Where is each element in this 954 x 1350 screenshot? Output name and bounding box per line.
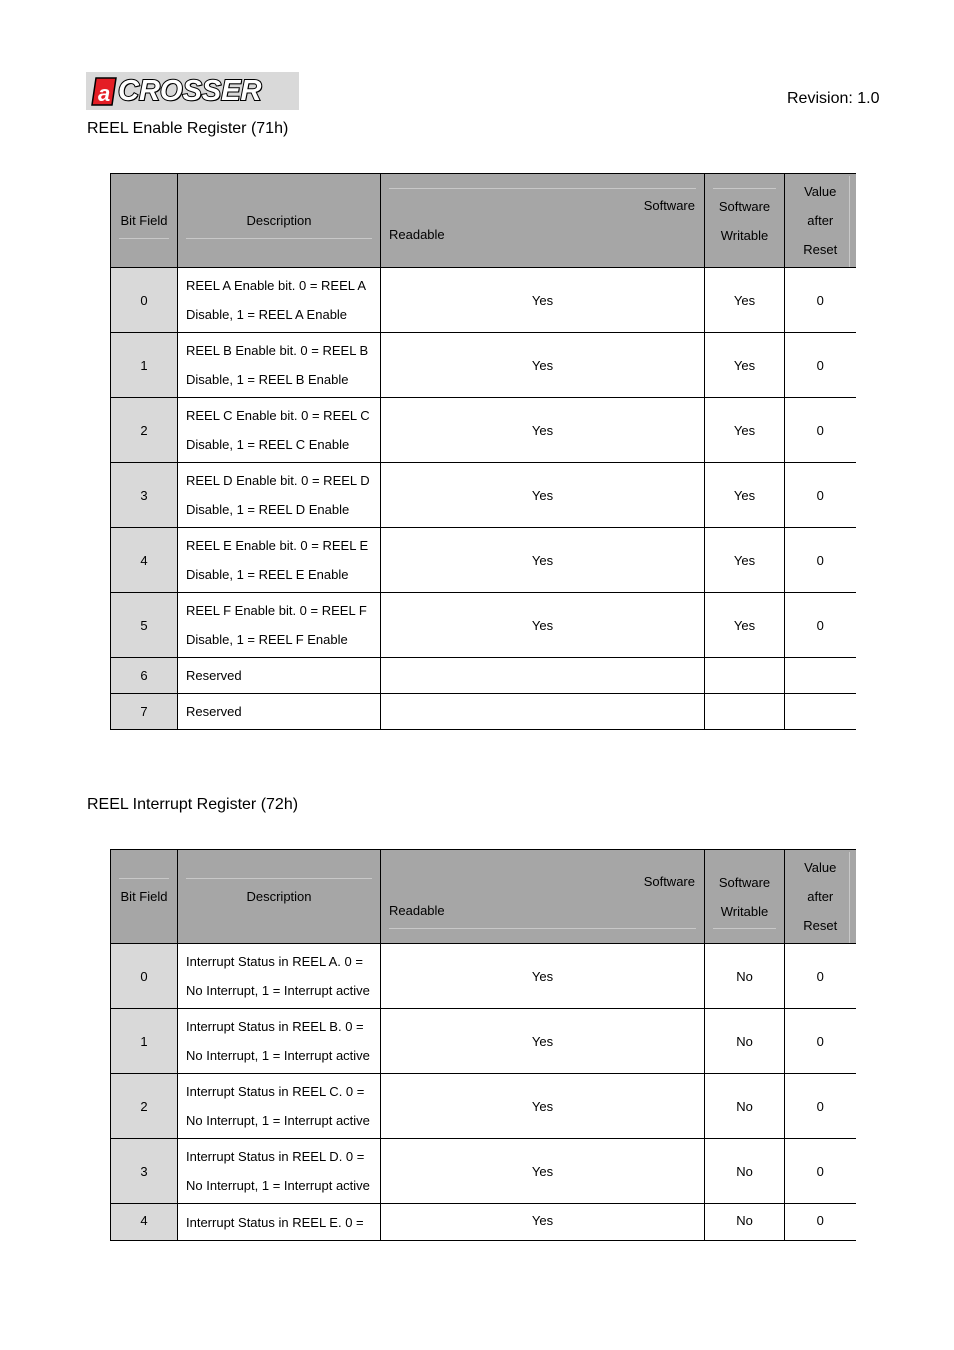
- logo-text: CROSSER: [118, 75, 262, 107]
- writable-cell: [705, 658, 785, 694]
- reset-value-cell: 0: [785, 1204, 856, 1241]
- table-row: [111, 658, 856, 694]
- writable-cell: Yes: [705, 398, 785, 463]
- column-header-software-readable: Software Readable: [381, 850, 705, 944]
- column-header-software-readable: Software Readable: [381, 174, 705, 268]
- description-cell: REEL F Enable bit. 0 = REEL F Disable, 1 = REEL F Enable: [178, 593, 381, 658]
- readable-cell: Yes: [381, 944, 705, 1009]
- table-row: [111, 593, 856, 658]
- bit-cell: 4: [111, 1204, 178, 1241]
- column-header-bit-field: Bit Field: [111, 850, 178, 944]
- svg-text:a: a: [98, 81, 111, 106]
- reset-value-cell: [785, 658, 856, 694]
- table-row: [111, 268, 856, 333]
- writable-cell: Yes: [705, 463, 785, 528]
- writable-cell: No: [705, 1074, 785, 1139]
- description-cell: REEL D Enable bit. 0 = REEL D Disable, 1 = REEL D Enable: [178, 463, 381, 528]
- bit-cell: 3: [111, 1139, 178, 1204]
- bit-cell: 2: [111, 1074, 178, 1139]
- table-row: [111, 333, 856, 398]
- reset-value-cell: 0: [785, 593, 856, 658]
- reset-value-cell: 0: [785, 1009, 856, 1074]
- bit-cell: 4: [111, 528, 178, 593]
- column-header-value-after-reset: Value after Reset: [785, 850, 856, 944]
- company-logo: [86, 72, 299, 110]
- table-row: [111, 1139, 856, 1204]
- bit-cell: 1: [111, 1009, 178, 1074]
- description-cell: REEL E Enable bit. 0 = REEL E Disable, 1 = REEL E Enable: [178, 528, 381, 593]
- writable-cell: No: [705, 944, 785, 1009]
- table-row: [111, 694, 856, 730]
- interrupt-register-table: [110, 849, 856, 1241]
- column-header-software-writable: Software Writable: [705, 850, 785, 944]
- section-title-enable-register: REEL Enable Register (71h): [87, 120, 289, 137]
- revision-label: Revision: 1.0: [787, 90, 880, 107]
- description-cell: REEL B Enable bit. 0 = REEL B Disable, 1 = REEL B Enable: [178, 333, 381, 398]
- writable-cell: Yes: [705, 593, 785, 658]
- bit-cell: 5: [111, 593, 178, 658]
- description-cell: Reserved: [178, 694, 381, 730]
- table-row: [111, 463, 856, 528]
- column-header-value-after-reset: Value after Reset: [785, 174, 856, 268]
- readable-cell: Yes: [381, 268, 705, 333]
- bit-cell: 7: [111, 694, 178, 730]
- readable-cell: [381, 658, 705, 694]
- section-title-interrupt-register: REEL Interrupt Register (72h): [87, 796, 299, 813]
- readable-cell: Yes: [381, 593, 705, 658]
- description-cell: Reserved: [178, 658, 381, 694]
- readable-cell: Yes: [381, 1074, 705, 1139]
- bit-cell: 6: [111, 658, 178, 694]
- readable-cell: Yes: [381, 333, 705, 398]
- description-cell: REEL A Enable bit. 0 = REEL A Disable, 1 = REEL A Enable: [178, 268, 381, 333]
- logo-a-mark-icon: [90, 76, 118, 107]
- reset-value-cell: 0: [785, 944, 856, 1009]
- table-row: [111, 528, 856, 593]
- table-row: [111, 1204, 856, 1241]
- reset-value-cell: 0: [785, 1139, 856, 1204]
- reset-value-cell: 0: [785, 333, 856, 398]
- readable-cell: Yes: [381, 398, 705, 463]
- bit-cell: 0: [111, 944, 178, 1009]
- reset-value-cell: [785, 694, 856, 730]
- table-row: [111, 944, 856, 1009]
- readable-cell: Yes: [381, 463, 705, 528]
- readable-cell: Yes: [381, 1204, 705, 1241]
- readable-cell: Yes: [381, 528, 705, 593]
- description-cell: Interrupt Status in REEL D. 0 = No Interrupt, 1 = Interrupt active: [178, 1139, 381, 1204]
- description-cell: Interrupt Status in REEL B. 0 = No Interrupt, 1 = Interrupt active: [178, 1009, 381, 1074]
- enable-register-table: [110, 173, 856, 730]
- bit-cell: 1: [111, 333, 178, 398]
- table-row: [111, 1074, 856, 1139]
- writable-cell: No: [705, 1139, 785, 1204]
- readable-cell: Yes: [381, 1009, 705, 1074]
- readable-cell: [381, 694, 705, 730]
- reset-value-cell: 0: [785, 1074, 856, 1139]
- reset-value-cell: 0: [785, 528, 856, 593]
- column-header-description: Description: [178, 174, 381, 268]
- bit-cell: 3: [111, 463, 178, 528]
- reset-value-cell: 0: [785, 463, 856, 528]
- writable-cell: Yes: [705, 333, 785, 398]
- table-header-row: [111, 850, 856, 944]
- writable-cell: Yes: [705, 268, 785, 333]
- description-cell: REEL C Enable bit. 0 = REEL C Disable, 1 = REEL C Enable: [178, 398, 381, 463]
- column-header-bit-field: Bit Field: [111, 174, 178, 268]
- reset-value-cell: 0: [785, 268, 856, 333]
- table-row: [111, 398, 856, 463]
- description-cell: Interrupt Status in REEL C. 0 = No Interrupt, 1 = Interrupt active: [178, 1074, 381, 1139]
- table-row: [111, 1009, 856, 1074]
- column-header-description: Description: [178, 850, 381, 944]
- writable-cell: [705, 694, 785, 730]
- table-header-row: [111, 174, 856, 268]
- writable-cell: Yes: [705, 528, 785, 593]
- reset-value-cell: 0: [785, 398, 856, 463]
- description-cell: Interrupt Status in REEL A. 0 = No Interrupt, 1 = Interrupt active: [178, 944, 381, 1009]
- readable-cell: Yes: [381, 1139, 705, 1204]
- bit-cell: 2: [111, 398, 178, 463]
- bit-cell: 0: [111, 268, 178, 333]
- writable-cell: No: [705, 1204, 785, 1241]
- description-cell: Interrupt Status in REEL E. 0 =: [178, 1204, 381, 1241]
- writable-cell: No: [705, 1009, 785, 1074]
- column-header-software-writable: Software Writable: [705, 174, 785, 268]
